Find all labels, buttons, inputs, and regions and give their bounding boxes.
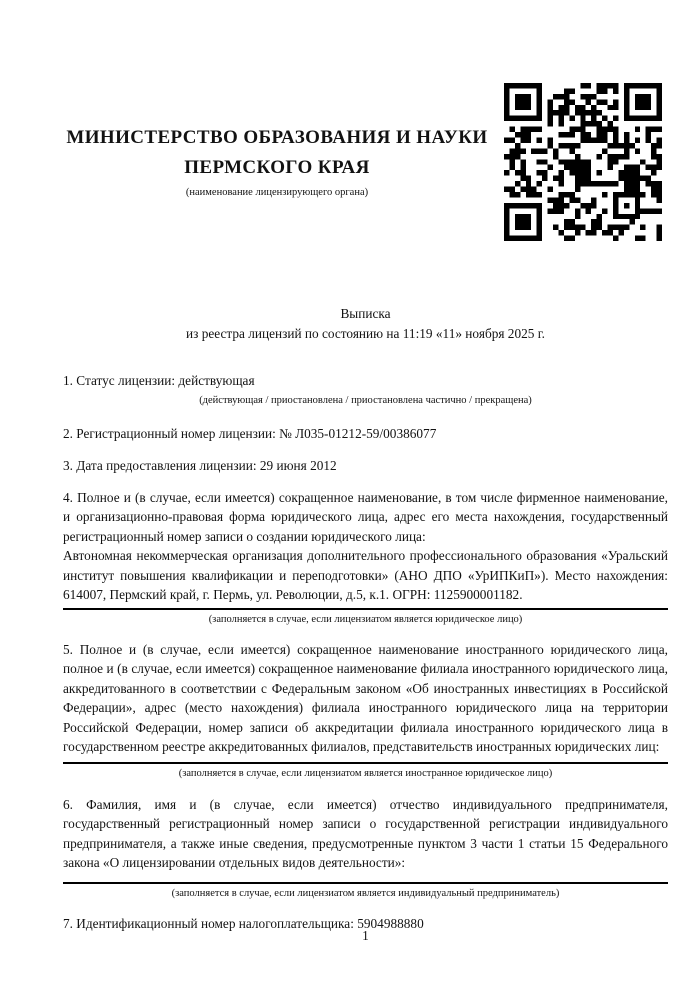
field-foreign-entity-label: 5. Полное и (в случае, если имеется) сокращенное наименование иностранного юридического лица, полное и (в случае, если имеется) сокращенное наименование филиала иностранного юридического лица, аккредитованного в соответствии с Федеральным законом «Об иностранных инвестициях в Российской Федерации», адрес (место нахождения) филиала иностранного юридического лица на территории Российской Федерации, номер записи об аккредитации филиала иностранного юридического лица в государственном реестре аккредитованных филиалов, представительств иностранных юридических лиц: <box>63 641 668 754</box>
field-individual-entrepreneur-note: (заполняется в случае, если лицензиатом является индивидуальный предприниматель) <box>171 887 560 899</box>
qr-code <box>504 83 662 241</box>
ministry-name-line2: ПЕРМСКОГО КРАЯ <box>184 157 370 178</box>
field-license-status: 1. Статус лицензии: действующая <box>63 373 255 388</box>
field-registration-number: 2. Регистрационный номер лицензии: № Л035-01212-59/00386077 <box>63 425 437 441</box>
document-title-line2: из реестра лицензий по состоянию на 11:19 «11» ноября 2025 г. <box>186 326 545 341</box>
ministry-name-line1: МИНИСТЕРСТВО ОБРАЗОВАНИЯ И НАУКИ <box>66 127 488 148</box>
field-foreign-entity-note: (заполняется в случае, если лицензиатом является иностранное юридическое лицо) <box>178 767 553 779</box>
field-foreign-entity-rule <box>63 762 668 764</box>
document-title-line1: Выписка <box>340 306 391 321</box>
field-foreign-entity <box>63 640 668 781</box>
page-number: 1 <box>362 928 369 943</box>
field-grant-date: 3. Дата предоставления лицензии: 29 июня 2012 <box>63 457 337 473</box>
field-legal-entity-note: (заполняется в случае, если лицензиатом является юридическое лицо) <box>208 613 523 625</box>
document-header <box>63 0 668 242</box>
field-legal-entity-label: 4. Полное и (в случае, если имеется) сокращенное наименование, в том числе фирменное наименование, и организационно-правовая форма юридического лица, адрес его места нахождения, государственный регистрационный номер записи о создании юридического лица: <box>63 489 668 544</box>
field-individual-entrepreneur <box>63 795 668 901</box>
field-individual-entrepreneur-rule <box>63 882 668 884</box>
field-license-status-note: (действующая / приостановлена / приостановлена частично / прекращена) <box>199 394 532 406</box>
document-title <box>63 304 668 344</box>
field-legal-entity-value: Автономная некоммерческая организация дополнительного профессионального образования «Уральский институт повышения квалификации и переподготовки» (АНО ДПО «УрИПКиП»). Место нахождения: 614007, Пермский край, г. Пермь, ул. Революции, д.5, к.1. ОГРН: 1125900001182. <box>63 548 668 602</box>
ministry-name-caption: (наименование лицензирующего органа) <box>185 187 369 198</box>
licensing-authority-block <box>63 123 491 200</box>
license-fields <box>63 371 668 933</box>
field-legal-entity <box>63 488 668 627</box>
field-legal-entity-rule <box>63 608 668 610</box>
qr-code-image <box>504 83 662 241</box>
field-taxpayer-id: 7. Идентификационный номер налогоплательщика: 5904988880 <box>63 915 424 931</box>
field-individual-entrepreneur-label: 6. Фамилия, имя и (в случае, если имеется) отчество индивидуального предпринимателя, государственный регистрационный номер записи о государственной регистрации индивидуального предпринимателя, а также иные сведения, предусмотренные пунктом 3 части 1 статьи 15 Федерального закона «О лицензировании отдельных видов деятельности»: <box>63 796 668 870</box>
